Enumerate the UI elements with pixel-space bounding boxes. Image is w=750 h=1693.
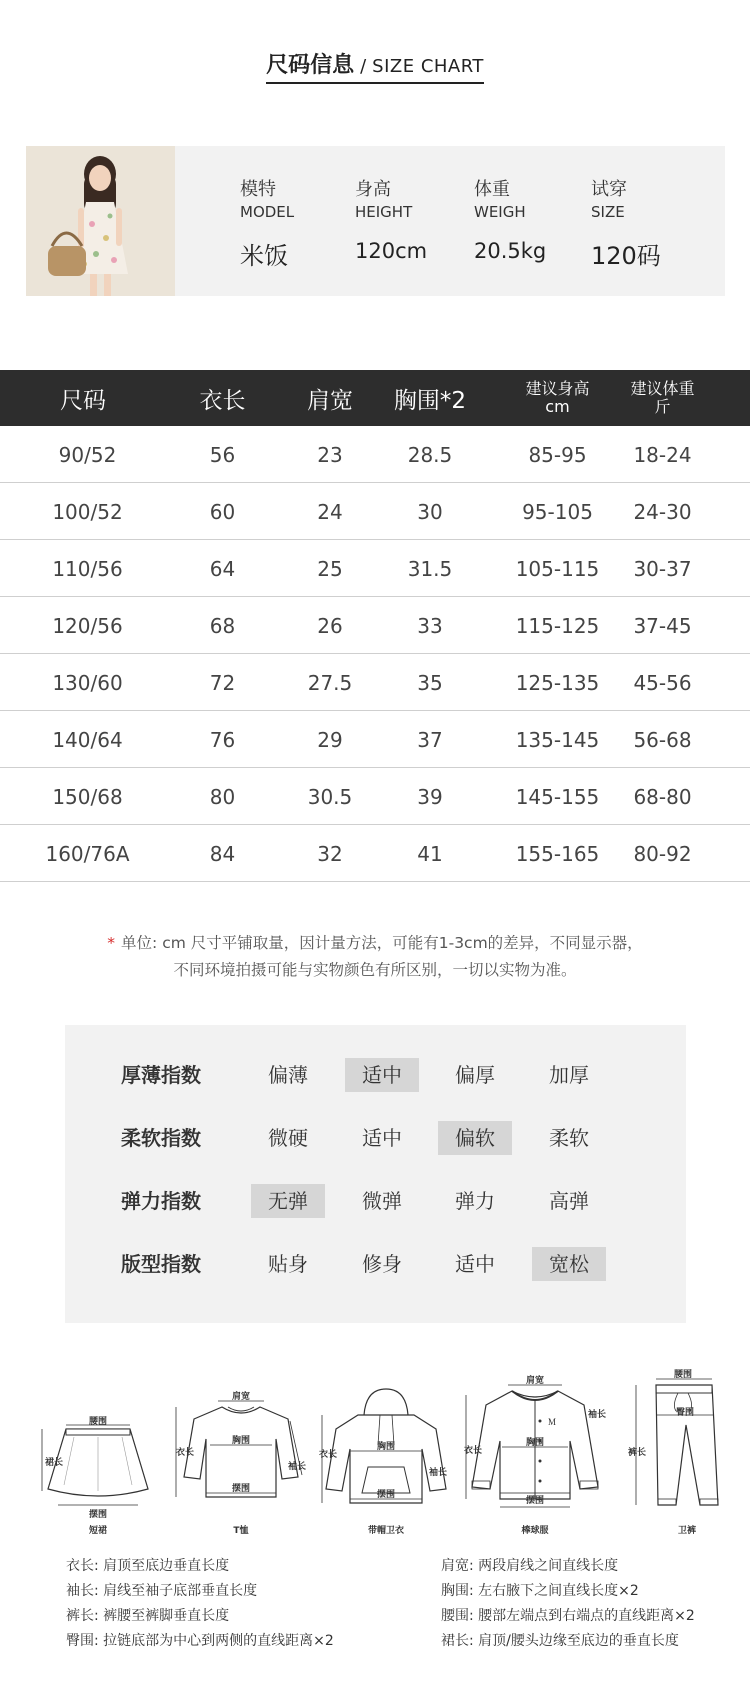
index-option-selected: 宽松 (532, 1247, 606, 1281)
index-option: 加厚 (549, 1063, 589, 1087)
cell-length: 56 (209, 442, 236, 467)
cell-length: 68 (209, 613, 236, 638)
tee-name: T恤 (233, 1526, 249, 1536)
cell-size: 110/56 (52, 556, 123, 581)
index-option: 微弹 (362, 1189, 402, 1213)
cell-chest: 33 (417, 613, 443, 638)
cell-size: 90/52 (58, 442, 117, 467)
page-title (0, 48, 750, 84)
index-row (65, 1058, 686, 1092)
tee-diagram (172, 1385, 310, 1545)
index-label: 柔软指数 (121, 1126, 201, 1150)
hoodie-sleeve-label: 袖长 (428, 1468, 447, 1478)
header-length: 衣长 (199, 387, 246, 414)
table-row (0, 825, 750, 882)
weight-label-cn: 体重 (474, 179, 510, 200)
cell-length: 84 (209, 841, 236, 866)
cell-shoulder: 30.5 (307, 784, 353, 809)
height-label-en: HEIGHT (355, 203, 413, 221)
title-cn: 尺码信息 (266, 53, 355, 78)
index-option: 弹力 (455, 1189, 495, 1213)
hoodie-length-label: 衣长 (318, 1450, 337, 1460)
cell-rec-weight: 30-37 (633, 556, 692, 581)
table-row (0, 711, 750, 768)
cell-rec-height: 135-145 (515, 727, 600, 752)
cell-size: 160/76A (45, 841, 130, 866)
cell-chest: 39 (417, 784, 443, 809)
svg-text:M: M (548, 1417, 557, 1427)
header-rec-height (500, 370, 615, 426)
cell-rec-height: 85-95 (528, 442, 587, 467)
table-row (0, 654, 750, 711)
cell-rec-weight: 45-56 (633, 670, 692, 695)
index-option-selected: 适中 (345, 1058, 419, 1092)
index-option: 适中 (455, 1252, 495, 1276)
hoodie-hem-label: 摆围 (376, 1490, 395, 1500)
tee-shoulder-label: 肩宽 (231, 1392, 250, 1402)
jacket-diagram (462, 1376, 608, 1545)
cell-shoulder: 23 (317, 442, 343, 467)
hoodie-diagram (318, 1385, 454, 1545)
index-option: 偏薄 (268, 1063, 308, 1087)
table-row (0, 426, 750, 483)
cell-rec-height: 125-135 (515, 670, 600, 695)
note-star: * (107, 934, 116, 952)
model-photo (26, 146, 175, 296)
index-label: 版型指数 (121, 1252, 201, 1276)
measurement-diagrams (0, 1365, 750, 1545)
index-row (65, 1247, 686, 1281)
def-shoulder: 肩宽: 两段肩线之间直线长度 (441, 1558, 619, 1574)
tee-chest-label: 胸围 (231, 1436, 250, 1446)
size-label-cn: 试穿 (591, 179, 627, 200)
cell-rec-weight: 37-45 (633, 613, 692, 638)
jacket-shoulder-label: 肩宽 (525, 1376, 544, 1386)
hoodie-chest-label: 胸围 (376, 1442, 395, 1452)
pants-diagram (622, 1370, 732, 1545)
cell-shoulder: 32 (317, 841, 343, 866)
note-line-2: 不同环境拍摄可能与实物颜色有所区别，一切以实物为准。 (173, 961, 577, 979)
header-rec-weight-label: 建议体重 (630, 379, 695, 398)
size-label-en: SIZE (591, 203, 625, 221)
cell-length: 64 (209, 556, 236, 581)
index-option: 高弹 (549, 1189, 589, 1213)
size-table (0, 370, 750, 882)
cell-chest: 41 (417, 841, 443, 866)
index-option: 修身 (362, 1252, 402, 1276)
jacket-sleeve-label: 袖长 (587, 1410, 606, 1420)
cell-shoulder: 27.5 (307, 670, 353, 695)
cell-shoulder: 25 (317, 556, 343, 581)
cell-size: 100/52 (52, 499, 123, 524)
model-name-value: 米饭 (240, 242, 288, 270)
measurement-note (0, 930, 750, 984)
table-row (0, 597, 750, 654)
index-option: 贴身 (268, 1252, 308, 1276)
skirt-name: 短裙 (88, 1526, 107, 1536)
def-skirt-length: 裙长: 肩顶/腰头边缘至底边的垂直长度 (441, 1633, 679, 1649)
cell-rec-height: 115-125 (515, 613, 600, 638)
jacket-name: 棒球服 (521, 1526, 549, 1536)
tee-hem-label: 摆围 (231, 1484, 250, 1494)
index-option: 柔软 (549, 1126, 589, 1150)
cell-length: 60 (209, 499, 236, 524)
title-separator: / (360, 56, 367, 77)
cell-chest: 37 (417, 727, 443, 752)
table-row (0, 483, 750, 540)
model-height-col (355, 178, 427, 263)
cell-rec-weight: 24-30 (633, 499, 692, 524)
cell-size: 140/64 (52, 727, 123, 752)
header-shoulder: 肩宽 (307, 387, 353, 414)
cell-shoulder: 29 (317, 727, 343, 752)
index-row (65, 1121, 686, 1155)
skirt-hem-label: 摆围 (88, 1510, 107, 1520)
index-option-selected: 偏软 (438, 1121, 512, 1155)
cell-chest: 31.5 (407, 556, 453, 581)
header-size: 尺码 (60, 387, 106, 414)
index-option: 适中 (362, 1126, 402, 1150)
pants-name: 卫裤 (677, 1526, 696, 1536)
model-size-col (591, 178, 661, 271)
cell-chest: 28.5 (407, 442, 453, 467)
header-rec-weight-unit: 斤 (654, 397, 671, 416)
skirt-length-label: 裙长 (44, 1458, 63, 1468)
cell-shoulder: 26 (317, 613, 343, 638)
skirt-diagram (36, 1405, 160, 1545)
def-chest: 胸围: 左右腋下之间直线长度×2 (441, 1583, 639, 1599)
pants-hip-label: 臀围 (675, 1408, 694, 1418)
pants-waist-label: 腰围 (673, 1370, 692, 1380)
model-weight-col (474, 178, 546, 263)
cell-chest: 30 (417, 499, 443, 524)
weight-label-en: WEIGH (474, 203, 526, 221)
cell-chest: 35 (417, 670, 443, 695)
header-chest: 胸围*2 (393, 387, 467, 414)
fabric-index-panel (65, 1025, 686, 1323)
cell-length: 72 (209, 670, 236, 695)
def-length: 衣长: 肩顶至底边垂直长度 (66, 1558, 230, 1574)
cell-shoulder: 24 (317, 499, 343, 524)
model-label-cn: 模特 (240, 179, 276, 200)
hoodie-name: 带帽卫衣 (367, 1526, 404, 1536)
header-rec-height-unit: cm (545, 397, 570, 416)
cell-size: 130/60 (52, 670, 123, 695)
model-info (26, 146, 725, 296)
header-rec-weight (615, 370, 710, 426)
weight-value: 20.5kg (474, 239, 547, 263)
size-table-body (0, 426, 750, 882)
index-option: 偏厚 (455, 1063, 495, 1087)
index-label: 弹力指数 (121, 1189, 201, 1213)
pants-length-label: 裤长 (627, 1448, 646, 1458)
cell-rec-weight: 56-68 (633, 727, 692, 752)
cell-rec-height: 95-105 (522, 499, 593, 524)
cell-size: 120/56 (52, 613, 123, 638)
cell-rec-weight: 18-24 (633, 442, 692, 467)
table-row (0, 540, 750, 597)
index-option-selected: 无弹 (251, 1184, 325, 1218)
header-rec-height-label: 建议身高 (525, 379, 590, 398)
model-label-en: MODEL (240, 203, 295, 221)
def-hip: 臀围: 拉链底部为中心到两侧的直线距离×2 (66, 1633, 334, 1649)
table-row (0, 768, 750, 825)
cell-length: 76 (209, 727, 236, 752)
index-row (65, 1184, 686, 1218)
cell-rec-weight: 68-80 (633, 784, 692, 809)
height-value: 120cm (355, 239, 428, 263)
jacket-length-label: 衣长 (463, 1446, 482, 1456)
cell-rec-height: 145-155 (515, 784, 600, 809)
tee-length-label: 衣长 (175, 1448, 194, 1458)
title-en: SIZE CHART (372, 56, 484, 77)
cell-size: 150/68 (52, 784, 123, 809)
cell-rec-height: 105-115 (515, 556, 600, 581)
size-table-header (0, 370, 750, 426)
tee-sleeve-label: 袖长 (287, 1462, 306, 1472)
cell-rec-weight: 80-92 (633, 841, 692, 866)
jacket-hem-label: 摆围 (525, 1496, 544, 1506)
index-label: 厚薄指数 (121, 1063, 201, 1087)
def-sleeve: 袖长: 肩线至袖子底部垂直长度 (66, 1583, 258, 1599)
def-pants-length: 裤长: 裤腰至裤脚垂直长度 (66, 1608, 230, 1624)
def-waist: 腰围: 腰部左端点到右端点的直线距离×2 (441, 1608, 695, 1624)
cell-length: 80 (209, 784, 236, 809)
index-option: 微硬 (268, 1126, 308, 1150)
height-label-cn: 身高 (355, 179, 391, 200)
note-line-1: 单位: cm 尺寸平铺取量，因计量方法，可能有1-3cm的差异，不同显示器， (121, 934, 643, 952)
cell-rec-height: 155-165 (515, 841, 600, 866)
model-name-col (240, 178, 294, 271)
jacket-chest-label: 胸围 (525, 1438, 544, 1448)
size-value: 120码 (591, 242, 661, 270)
skirt-waist-label: 腰围 (88, 1417, 107, 1427)
